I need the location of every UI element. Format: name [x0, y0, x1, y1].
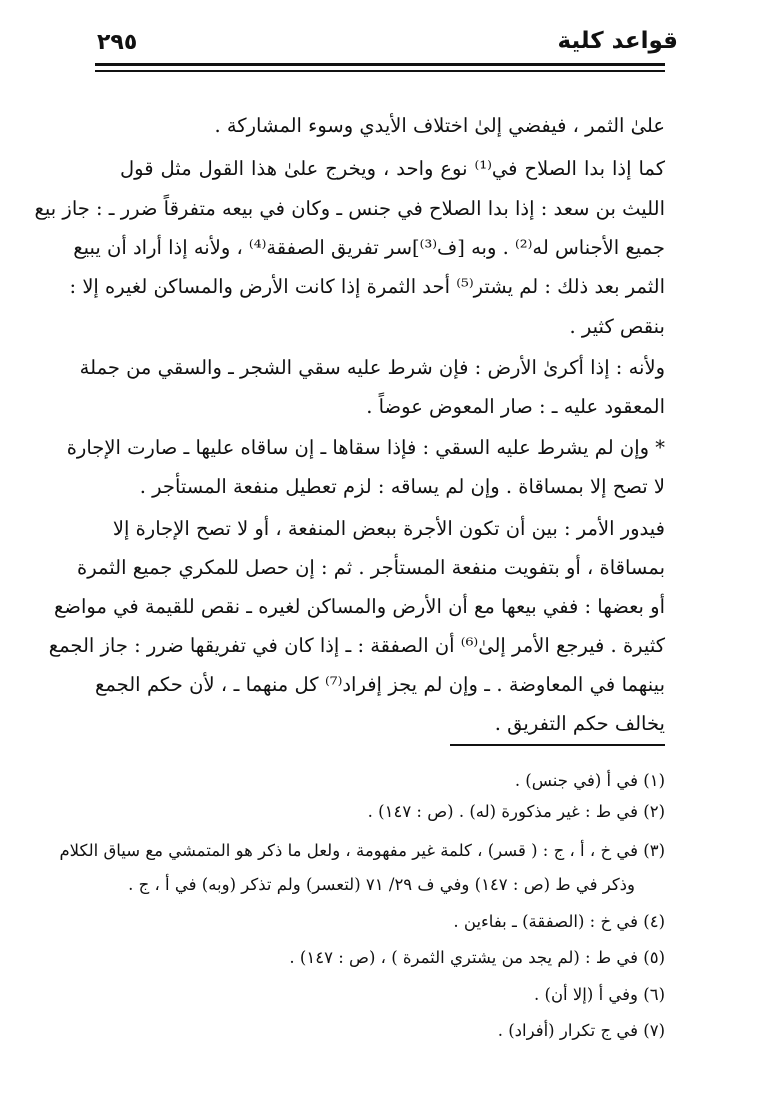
body-line: بنقص كثير .: [569, 315, 665, 338]
body-line: علىٰ الثمر ، فيفضي إلىٰ اختلاف الأيدي وسوء المشاركة .: [214, 114, 665, 137]
body-line: كثيرة . فيرجع الأمر إلىٰ⁽⁶⁾ أن الصفقة : ـ إذا كان في تفريقها ضرر : جاز الجمع: [48, 634, 665, 657]
footnote: (٤) في خ : (الصفقة) ـ بفاءين .: [453, 912, 665, 931]
footnote: (٢) في ط : غير مذكورة (له) . (ص : ١٤٧) .: [367, 802, 665, 821]
body-line: * وإن لم يشرط عليه السقي : فإذا سقاها ـ إن ساقاه عليها ـ صارت الإجارة: [66, 436, 665, 459]
body-line: المعقود عليه ـ : صار المعوض عوضاً .: [366, 395, 665, 418]
footnote: (٥) في ط : (لم يجد من يشتري الثمرة ) ، (ص : ١٤٧) .: [289, 948, 665, 967]
body-line: كما إذا بدا الصلاح في⁽¹⁾ نوع واحد ، ويخرج علىٰ هذا القول مثل قول: [120, 157, 665, 180]
body-line: الليث بن سعد : إذا بدا الصلاح في جنس ـ وكان في بيعه متفرقاً ضرر ـ : جاز بيع: [34, 197, 665, 220]
body-line: جميع الأجناس له⁽²⁾ . وبه [ف⁽³⁾]سر تفريق الصفقة⁽⁴⁾ ، ولأنه إذا أراد أن يبيع: [73, 236, 665, 259]
footnote: (٧) في ج تكرار (أفراد) .: [497, 1021, 665, 1040]
header-rule-thin: [95, 70, 665, 72]
footnote: (١) في أ (في جنس) .: [514, 771, 665, 790]
footnote-separator: [450, 744, 665, 746]
body-line: يخالف حكم التفريق .: [494, 712, 665, 735]
body-line: أو بعضها : ففي بيعها مع أن الأرض والمساكن لغيره ـ نقص للقيمة في مواضع: [54, 595, 665, 618]
page-number: ٢٩٥: [97, 30, 138, 55]
header-rule-thick: [95, 63, 665, 66]
body-line: فيدور الأمر : بين أن تكون الأجرة ببعض المنفعة ، أو لا تصح الإجارة إلا: [112, 517, 665, 540]
running-header-title: قواعد كلية: [557, 28, 678, 54]
footnote: (٣) في خ ، أ ، ج : ( قسر) ، كلمة غير مفهومة ، ولعل ما ذكر هو المتمشي مع سياق الكلام: [59, 841, 665, 860]
body-line: بينهما في المعاوضة . ـ وإن لم يجز إفراد⁽⁷⁾ كل منهما ـ ، لأن حكم الجمع: [95, 673, 665, 696]
body-line: بمساقاة ، أو بتفويت منفعة المستأجر . ثم : إن حصل للمكري جميع الثمرة: [77, 556, 665, 579]
footnote: وذكر في ط (ص : ١٤٧) وفي ف ٢٩/ ٧١ (لتعسر) ولم تذكر (وبه) في أ ، ج .: [128, 875, 635, 894]
body-line: الثمر بعد ذلك : لم يشتر⁽⁵⁾ أحد الثمرة إذا كانت الأرض والمساكن لغيره إلا :: [69, 275, 665, 298]
body-line: ولأنه : إذا أكرىٰ الأرض : فإن شرط عليه سقي الشجر ـ والسقي من جملة: [79, 356, 665, 379]
body-line: لا تصح إلا بمساقاة . وإن لم يساقه : لزم تعطيل منفعة المستأجر .: [139, 475, 665, 498]
footnote: (٦) وفي أ (إلا أن) .: [534, 985, 665, 1004]
